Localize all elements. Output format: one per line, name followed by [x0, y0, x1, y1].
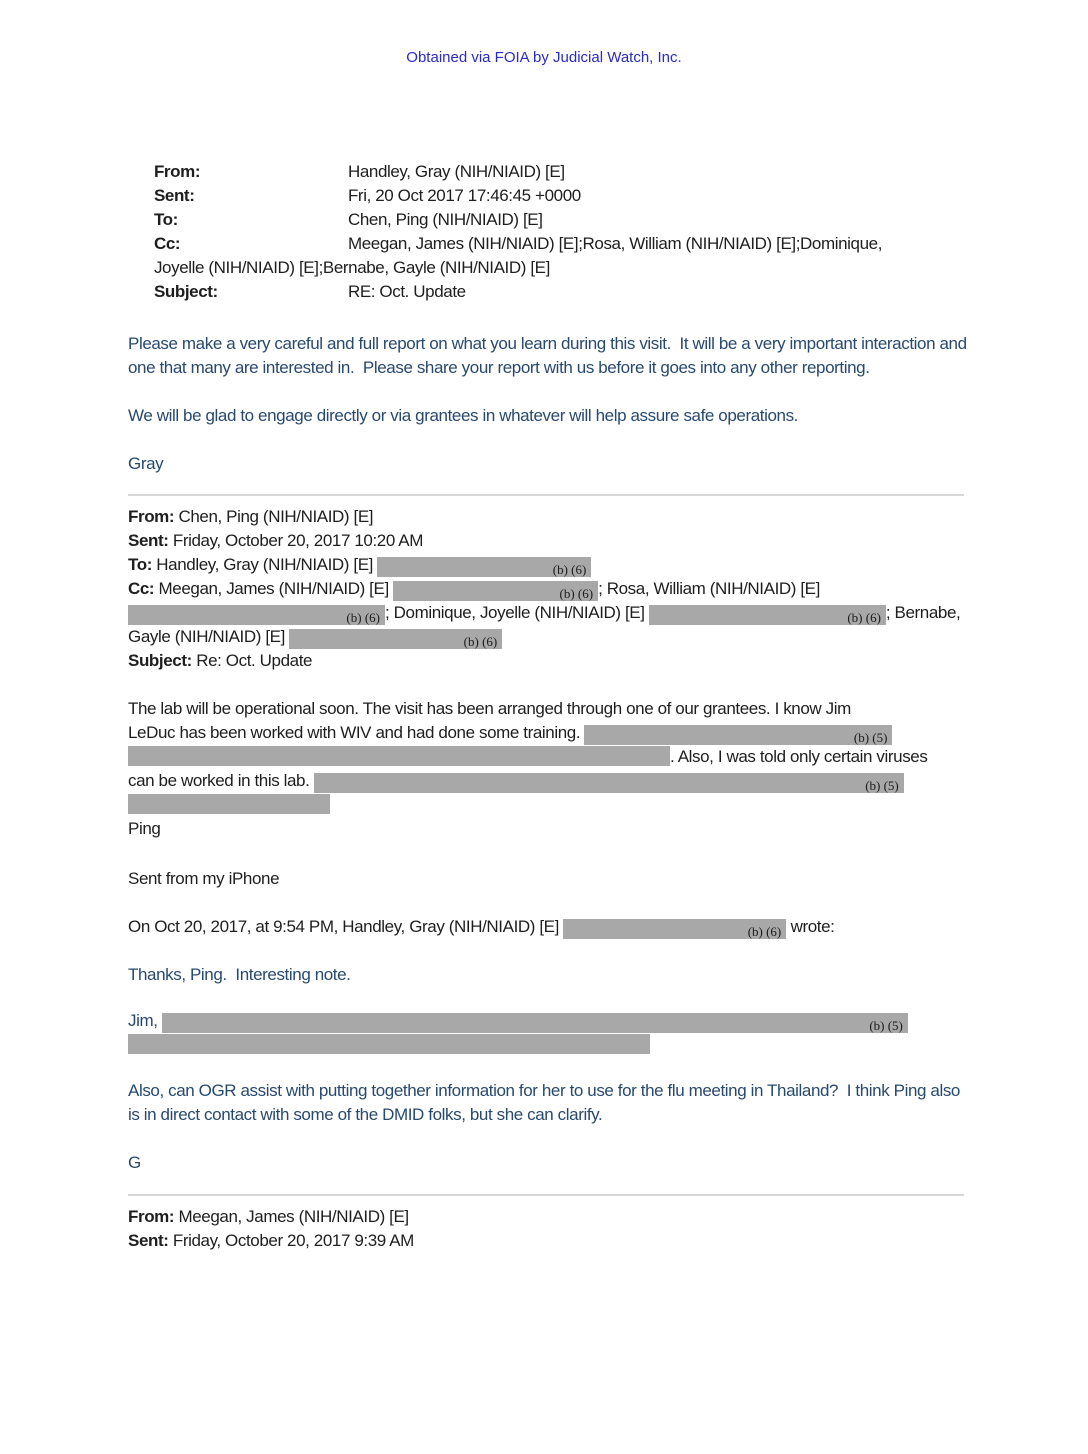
- redaction-bar: [128, 794, 330, 814]
- redaction-exemption-label: (b) (5): [869, 1018, 903, 1033]
- text-run: Handley, Gray (NIH/NIAID) [E]: [151, 555, 378, 574]
- email1-body-paragraph-2: We will be glad to engage directly or via grantees in whatever will help assure safe operations.: [128, 406, 799, 425]
- email3-body-paragraph: Also, can OGR assist with putting together information for her to use for the flu meeting in Thailand? I think Ping also is in direct contact with some of the DMID folks, but she can clarify.: [128, 1081, 965, 1124]
- email2-header-line-subject: [128, 649, 968, 673]
- text-run: Meegan, James (NIH/NIAID) [E]: [154, 579, 394, 598]
- email2-header-line-sent: [128, 529, 968, 553]
- field-label: From:: [128, 507, 175, 526]
- email4-header: [128, 1205, 968, 1253]
- email2-header-line-cc-continuation-1: [128, 601, 968, 625]
- sent-label: Sent:: [153, 186, 195, 205]
- email1-header: [128, 136, 968, 301]
- to-label: To:: [153, 210, 178, 229]
- email3-thanks-line: Thanks, Ping. Interesting note.: [128, 965, 351, 984]
- email2-body-line-4: [128, 769, 968, 793]
- from-value: Handley, Gray (NIH/NIAID) [E]: [347, 162, 565, 181]
- email2-body-line-1: [128, 697, 968, 721]
- redaction-exemption-label: (b) (6): [552, 562, 587, 577]
- redaction-exemption-label: (b) (5): [853, 730, 888, 745]
- section-divider: [128, 494, 964, 496]
- foia-watermark: Obtained via FOIA by Judicial Watch, Inc.: [406, 49, 682, 66]
- sent-from-iphone: Sent from my iPhone: [128, 869, 280, 888]
- field-label: Subject:: [128, 651, 192, 670]
- cc-label: Cc:: [153, 234, 181, 253]
- email1-signature: Gray: [128, 454, 164, 473]
- email4-header-line-sent: [128, 1229, 968, 1253]
- email3-jim-line-2-redacted: [128, 1033, 968, 1057]
- subject-value: RE: Oct. Update: [347, 282, 466, 301]
- text-run: Friday, October 20, 2017 10:20 AM: [168, 531, 423, 550]
- text-run: wrote:: [786, 917, 835, 936]
- text-run: On Oct 20, 2017, at 9:54 PM, Handley, Gray (NIH/NIAID) [E]: [128, 917, 564, 936]
- redaction-bar: [377, 557, 591, 577]
- cc-value: Meegan, James (NIH/NIAID) [E];Rosa, William (NIH/NIAID) [E];Dominique,: [347, 234, 883, 253]
- redaction-bar: [393, 581, 598, 601]
- email2-body-line-2: [128, 721, 968, 745]
- email3-signature: G: [128, 1153, 141, 1172]
- text-run: ; Dominique, Joyelle (NIH/NIAID) [E]: [385, 603, 649, 622]
- redaction-exemption-label: (b) (6): [559, 586, 594, 601]
- sent-value: Fri, 20 Oct 2017 17:46:45 +0000: [347, 186, 581, 205]
- field-label: From:: [128, 1207, 175, 1226]
- email3-jim-line-1: [128, 1009, 968, 1033]
- redaction-bar: [584, 725, 892, 745]
- redaction-bar: [128, 1034, 650, 1054]
- text-run: Friday, October 20, 2017 9:39 AM: [168, 1231, 414, 1250]
- text-run: Re: Oct. Update: [191, 651, 313, 670]
- email3-jim-block: [128, 1009, 968, 1057]
- email3-quote-attribution-line: [128, 915, 968, 939]
- field-label: Sent:: [128, 531, 169, 550]
- text-run: Meegan, James (NIH/NIAID) [E]: [174, 1207, 409, 1226]
- text-run: Jim,: [128, 1011, 162, 1030]
- redaction-exemption-label: (b) (6): [847, 610, 881, 625]
- field-label: Sent:: [128, 1231, 169, 1250]
- email2-header: [128, 505, 968, 673]
- email1-body-paragraph-1: Please make a very careful and full report on what you learn during this visit. It will be a very important interaction and one that many are interested in. Please share your report with us before it goes into any other reporting.: [128, 334, 971, 377]
- redaction-exemption-label: (b) (5): [865, 778, 899, 793]
- redaction-bar: [162, 1013, 908, 1033]
- redaction-exemption-label: (b) (6): [463, 634, 498, 649]
- text-run: can be worked in this lab.: [128, 771, 314, 790]
- text-run: ; Bernabe,: [885, 603, 961, 622]
- email2-body-line-3: [128, 745, 968, 769]
- email1-header-row-from: [128, 136, 968, 181]
- to-value: Chen, Ping (NIH/NIAID) [E]: [347, 210, 543, 229]
- email2-header-line-to: [128, 553, 968, 577]
- redaction-bar: [314, 773, 904, 793]
- document-content: [128, 136, 971, 1253]
- email2-body: [128, 697, 968, 841]
- text-run: Ping: [128, 819, 161, 838]
- text-run: Chen, Ping (NIH/NIAID) [E]: [174, 507, 374, 526]
- email2-body-line-5-redacted: [128, 793, 968, 817]
- text-run: . Also, I was told only certain viruses: [670, 747, 928, 766]
- email2-signature: [128, 817, 968, 841]
- from-label: From:: [153, 162, 201, 181]
- section-divider-2: [128, 1194, 964, 1196]
- field-label: To:: [128, 555, 152, 574]
- text-run: LeDuc has been worked with WIV and had done some training.: [128, 723, 585, 742]
- text-run: ; Rosa, William (NIH/NIAID) [E]: [598, 579, 820, 598]
- redaction-exemption-label: (b) (6): [346, 610, 380, 625]
- cc-value-continuation: Joyelle (NIH/NIAID) [E];Bernabe, Gayle (NIH/NIAID) [E]: [153, 258, 550, 277]
- email4-header-line-from: [128, 1205, 968, 1229]
- redaction-bar: [289, 629, 502, 649]
- foia-email-document-page: [0, 46, 1088, 1454]
- redaction-exemption-label: (b) (6): [747, 924, 782, 939]
- field-label: Cc:: [128, 579, 155, 598]
- redaction-bar: [563, 919, 786, 939]
- text-run: The lab will be operational soon. The visit has been arranged through one of our grantees. I know Jim: [128, 699, 851, 718]
- redaction-bar: [128, 605, 385, 625]
- text-run: Gayle (NIH/NIAID) [E]: [128, 627, 290, 646]
- subject-label: Subject:: [153, 282, 218, 301]
- email2-header-line-cc-continuation-2: [128, 625, 968, 649]
- email2-header-line-from: [128, 505, 968, 529]
- redaction-bar: [649, 605, 886, 625]
- email2-header-line-cc: [128, 577, 968, 601]
- redaction-bar: [128, 746, 670, 766]
